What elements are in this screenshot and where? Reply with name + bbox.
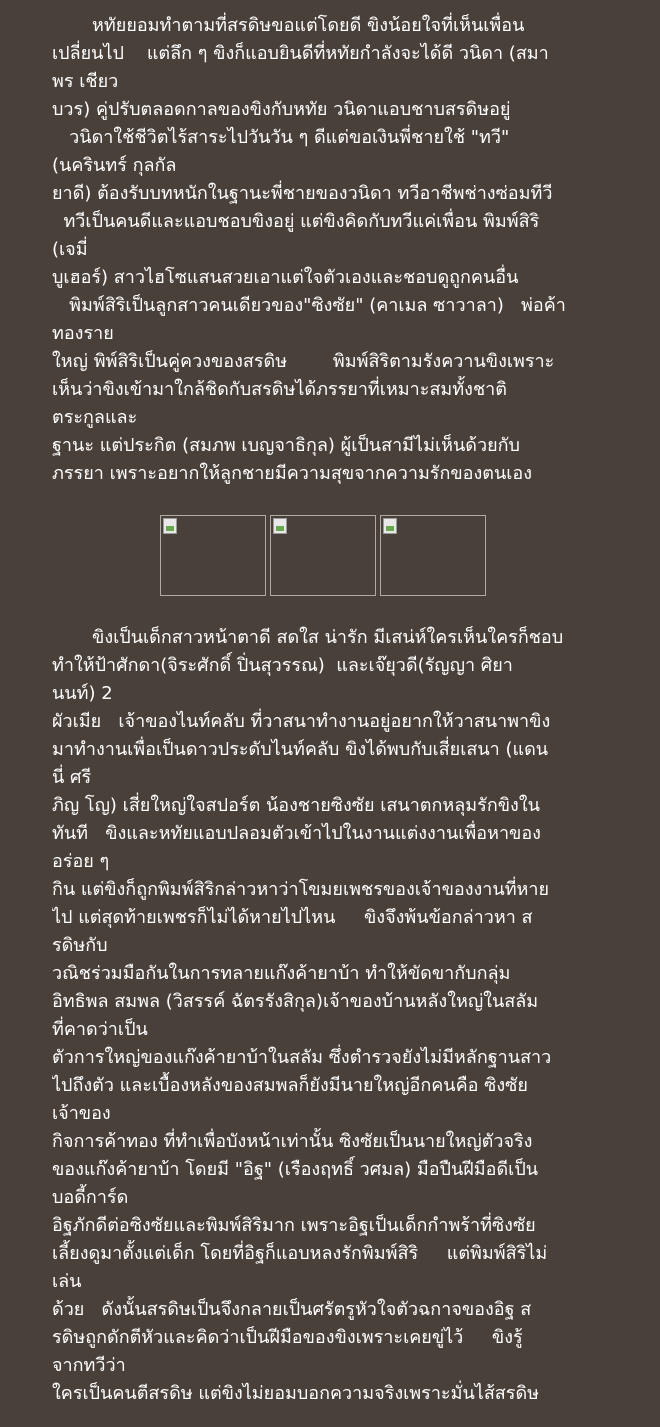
text-line: พิมพ์สิริเป็นลูกสาวคนเดียวของ"ซิงซัย" (คาเมล ซาวาลา) พ่อค้า: [52, 295, 566, 316]
broken-image-2[interactable]: [270, 515, 376, 596]
text-line: นี่ ศรี: [52, 767, 92, 788]
text-line: เล่น: [52, 1271, 82, 1292]
text-line: รดิษกับ: [52, 935, 108, 956]
text-line: ทองราย: [52, 323, 114, 344]
text-line: ของแก๊งค้ายาบ้า โดยมี "อิฐ" (เรืองฤทธิ์ วศมล) มือปืนฝีมือดีเป็น: [52, 1159, 539, 1180]
text-line: ใหญ่ พิพ์สิริเป็นคู่ควงของสรดิษ พิมพ์สิริตามรังควานขิงเพราะ: [52, 351, 555, 372]
text-line: เปลี่ยนไป แต่ลึก ๆ ขิงก็แอบยินดีที่หทัยกำลังจะได้ดี วนิดา (สมา: [52, 43, 549, 64]
text-line: ขิงเป็นเด็กสาวหน้าตาดี สดใส น่ารัก มีเสน่ห์ใครเห็นใครก็ชอบ: [52, 627, 564, 648]
text-line: ตระกูลและ: [52, 407, 138, 428]
text-line: เจ้าของ: [52, 1103, 111, 1124]
broken-image-icon: [383, 518, 397, 534]
text-line: ไป แต่สุดท้ายเพชรก็ไม่ได้หายไปไหน ขิงจึงพ้นข้อกล่าวหา ส: [52, 907, 533, 928]
text-line: อิฐภักดีต่อซิงซัยและพิมพ์สิริมาก เพราะอิฐเป็นเด็กกำพร้าที่ซิงซัย: [52, 1215, 536, 1236]
text-line: อร่อย ๆ: [52, 851, 110, 872]
text-line: กิจการค้าทอง ที่ทำเพื่อบังหน้าเท่านั้น ซิงซัยเป็นนายใหญ่ตัวจริง: [52, 1131, 533, 1152]
text-line: นนท์) 2: [52, 683, 113, 704]
text-line: รดิษถูกดักตีหัวและคิดว่าเป็นฝีมือของขิงเพราะเคยขู่ไว้ ขิงรู้: [52, 1327, 523, 1348]
synopsis-paragraph-1: [52, 12, 600, 488]
text-line: ภรรยา เพราะอยากให้ลูกชายมีความสุขจากความรักของตนเอง: [52, 463, 533, 484]
text-line: พร เชียว: [52, 71, 119, 92]
text-line: (นครินทร์ กุลกัล: [52, 155, 177, 176]
text-line: มาทำงานเพื่อเป็นดาวประดับไนท์คลับ ขิงได้พบกับเสี่ยเสนา (แดน: [52, 739, 549, 760]
text-line: ผัวเมีย เจ้าของไนท์คลับ ที่วาสนาทำงานอยู่อยากให้วาสนาพาขิง: [52, 711, 551, 732]
text-line: บูเฮอร์) สาวไฮโซแสนสวยเอาแต่ใจตัวเองและชอบดูถูกคนอื่น: [52, 267, 519, 288]
text-line: เห็นว่าขิงเข้ามาใกล้ชิดกับสรดิษได้ภรรยาที่เหมาะสมทั้งชาติ: [52, 379, 507, 400]
text-line: ตัวการใหญ่ของแก๊งค้ายาบ้าในสลัม ซึ่งตำรวจยังไม่มีหลักฐานสาว: [52, 1047, 552, 1068]
text-line: เลี้ยงดูมาตั้งแต่เด็ก โดยที่อิฐก็แอบหลงรักพิมพ์สิริ แต่พิมพ์สิริไม่: [52, 1243, 548, 1264]
text-line: กิน แต่ขิงก็ถูกพิมพ์สิริกล่าวหาว่าโขมยเพชรของเจ้าของงานที่หาย: [52, 879, 550, 900]
text-line: บวร) คู่ปรับตลอดกาลของขิงกับหทัย วนิดาแอบชาบสรดิษอยู่: [52, 99, 511, 120]
text-line: ด้วย ดังนั้นสรดิษเป็นจึงกลายเป็นศรัตรูหัวใจตัวฉกาจของอิฐ ส: [52, 1299, 532, 1320]
text-line: ทวีเป็นคนดีและแอบชอบขิงอยู่ แต่ขิงคิดกับทวีแค่เพื่อน พิมพ์สิริ: [52, 211, 540, 232]
text-line: ภิญ โญ) เสี่ยใหญ่ใจสปอร์ต น้องชายซิงซัย เสนาตกหลุมรักขิงใน: [52, 795, 540, 816]
broken-image-icon: [163, 518, 177, 534]
text-line: บอดี้การ์ด: [52, 1187, 129, 1208]
text-line: ทำให้ป้าศักดา(จิระศักดิ์ ปิ่นสุวรรณ) และเจ๊ยุวดี(รัญญา ศิยา: [52, 655, 513, 676]
image-row: [160, 515, 486, 596]
text-line: อิทธิพล สมพล (วิสรรค์ ฉัตรรังสิกุล)เจ้าของบ้านหลังใหญ่ในสลัม: [52, 991, 539, 1012]
text-line: (เจมี่: [52, 239, 88, 260]
text-line: ที่คาดว่าเป็น: [52, 1019, 148, 1040]
text-line: วณิชร่วมมือกันในการทลายแก๊งค้ายาบ้า ทำให้ขัดขากับกลุ่ม: [52, 963, 511, 984]
synopsis-paragraph-2: [52, 624, 600, 1408]
text-line: ฐานะ แต่ประกิต (สมภพ เบญจาธิกุล) ผู้เป็นสามีไม่เห็นด้วยกับ: [52, 435, 520, 456]
broken-image-3[interactable]: [380, 515, 486, 596]
broken-image-icon: [273, 518, 287, 534]
text-line: วนิดาใช้ชีวิตไร้สาระไปวันวัน ๆ ดีแต่ขอเงินพี่ชายใช้ "ทวี": [52, 127, 510, 148]
text-line: หทัยยอมทำตามที่สรดิษขอแต่โดยดี ขิงน้อยใจที่เห็นเพื่อน: [52, 15, 525, 36]
broken-image-1[interactable]: [160, 515, 266, 596]
text-line: ยาดี) ต้องรับบทหนักในฐานะพี่ชายของวนิดา ทวีอาชีพช่างซ่อมทีวี: [52, 183, 553, 204]
text-line: ทันที ขิงและหทัยแอบปลอมตัวเข้าไปในงานแต่งงานเพื่อหาของ: [52, 823, 541, 844]
text-line: ไปถึงตัว และเบื้องหลังของสมพลก็ยังมีนายใหญ่อีกคนคือ ซิงซัย: [52, 1075, 528, 1096]
text-line: ใครเป็นคนตีสรดิษ แต่ขิงไม่ยอมบอกความจริงเพราะมั่นไส้สรดิษ: [52, 1383, 540, 1404]
text-line: จากทวีว่า: [52, 1355, 126, 1376]
